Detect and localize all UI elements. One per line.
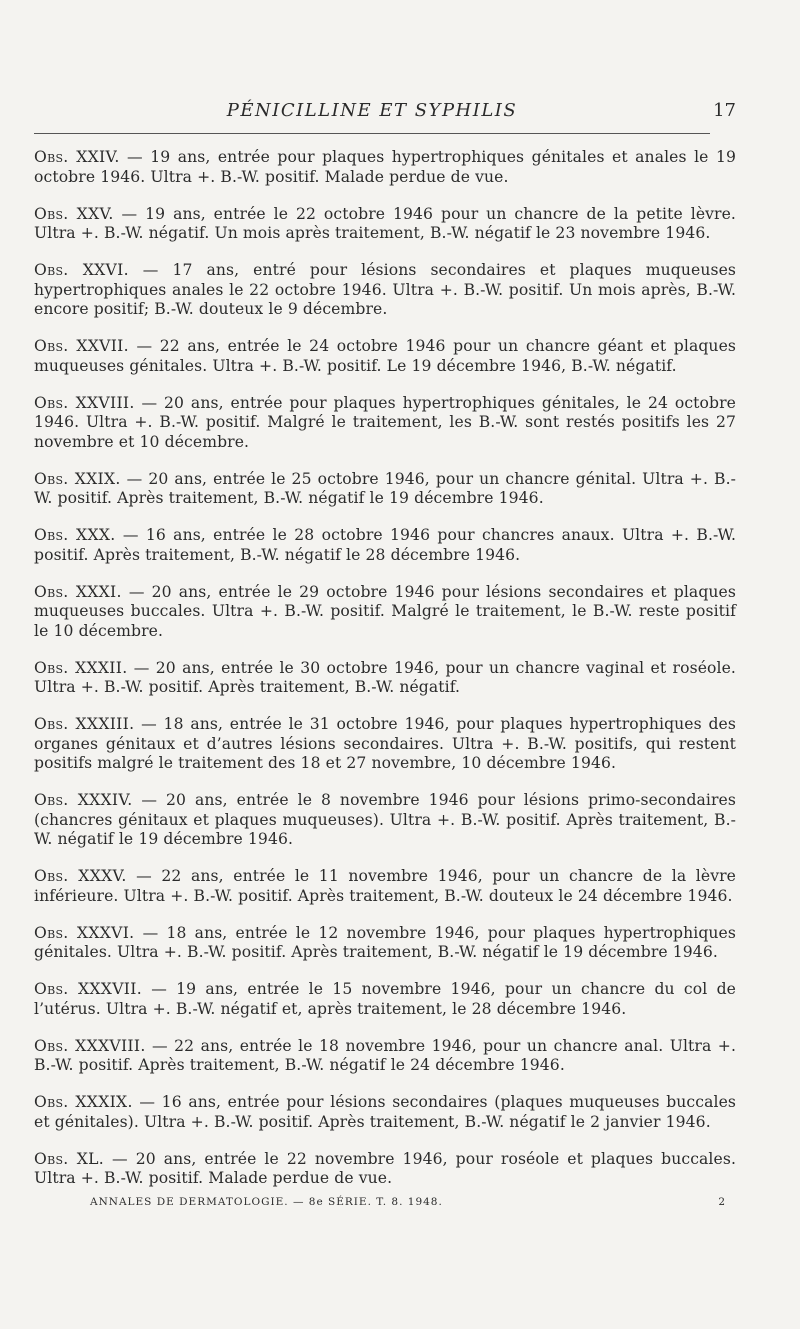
page-header xyxy=(34,100,736,126)
observation-paragraph xyxy=(34,980,736,1019)
observation-label: Obs. XXVII. xyxy=(34,337,129,355)
observation-paragraph xyxy=(34,659,736,698)
observation-text: — 22 ans, entrée le 24 octobre 1946 pour un chancre géant et plaques muqueuses génitales. Ultra +. B.-W. positif. Le 19 décembre 1946, B.-W. négatif. xyxy=(34,337,737,375)
observation-paragraph xyxy=(34,791,736,850)
observation-paragraph xyxy=(34,1093,736,1132)
observation-text: — 20 ans, entrée le 25 octobre 1946, pour un chancre génital. Ultra +. B.-W. positif. Après traitement, B.-W. négatif le 19 décembre 1946. xyxy=(34,469,737,507)
observation-text: — 19 ans, entrée le 22 octobre 1946 pour un chancre de la petite lèvre. Ultra +. B.-W. négatif. Un mois après traitement, B.-W. négatif le 23 novembre 1946. xyxy=(34,204,736,242)
observation-text: — 20 ans, entrée le 8 novembre 1946 pour lésions primo-secondaires (chancres génitaux et plaques muqueuses). Ultra +. B.-W. positif. Après traitement, B.-W. négatif le 19 décembre 1946. xyxy=(34,791,736,848)
observation-label: Obs. XXXI. xyxy=(34,582,122,601)
observation-text: — 20 ans, entrée pour plaques hypertrophiques génitales, le 24 octobre 1946. Ultra +. B.-W. positif. Malgré le traitement, les B.-W. sont restés positifs les 27 novembre et 10 décembre. xyxy=(34,393,736,451)
observation-label: Obs. XXXIII. xyxy=(34,715,135,733)
observation-label: Obs. XXXV. xyxy=(34,867,127,885)
observation-label: Obs. XXXVII. xyxy=(34,980,142,998)
observation-label: Obs. XXVIII. xyxy=(34,393,135,412)
observation-paragraph xyxy=(34,470,736,509)
observation-paragraph xyxy=(34,715,736,774)
observation-paragraph xyxy=(34,337,736,376)
observation-label: Obs. XXV. xyxy=(34,204,114,223)
header-rule xyxy=(34,133,710,134)
observation-text: — 20 ans, entrée le 30 octobre 1946, pour un chancre vaginal et roséole. Ultra +. B.-W. positif. Après traitement, B.-W. négatif. xyxy=(34,658,736,696)
observation-paragraph xyxy=(34,1150,736,1189)
observation-text: — 19 ans, entrée pour plaques hypertrophiques génitales et anales le 19 octobre 1946. Ultra +. B.-W. positif. Malade perdue de vue. xyxy=(34,148,736,186)
observation-paragraph xyxy=(34,148,736,187)
observation-paragraph xyxy=(34,924,736,963)
journal-reference: ANNALES DE DERMATOLOGIE. — 8e SÉRIE. T. 8. 1948. xyxy=(90,1196,443,1208)
observations-list xyxy=(34,148,736,1189)
observation-paragraph xyxy=(34,526,736,565)
observation-text: — 20 ans, entrée le 29 octobre 1946 pour lésions secondaires et plaques muqueuses buccales. Ultra +. B.-W. positif. Malgré le traitement, le B.-W. reste positif le 10 décembre. xyxy=(34,582,736,640)
observation-paragraph xyxy=(34,867,736,906)
signature-mark: 2 xyxy=(718,1196,725,1208)
observation-paragraph xyxy=(34,394,736,453)
observation-label: Obs. XXXII. xyxy=(34,658,128,677)
observation-label: Obs. XXXVIII. xyxy=(34,1036,146,1055)
observation-label: Obs. XXIX. xyxy=(34,469,121,488)
observation-text: — 16 ans, entrée pour lésions secondaires (plaques muqueuses buccales et génitales). Ultra +. B.-W. positif. Après traitement, B.-W. négatif le 2 janvier 1946. xyxy=(34,1093,737,1131)
observation-label: Obs. XXX. xyxy=(34,526,116,544)
page-footer xyxy=(90,1196,725,1216)
observation-label: Obs. XXVI. xyxy=(34,261,129,279)
observation-paragraph xyxy=(34,583,736,642)
observation-text: — 22 ans, entrée le 11 novembre 1946, pour un chancre de la lèvre inférieure. Ultra +. B.-W. positif. Après traitement, B.-W. douteux le 24 décembre 1946. xyxy=(34,867,736,905)
running-title: PÉNICILLINE ET SYPHILIS xyxy=(226,100,518,121)
observation-paragraph xyxy=(34,261,736,320)
observation-paragraph xyxy=(34,205,736,244)
observation-text: — 18 ans, entrée le 31 octobre 1946, pour plaques hypertrophiques des organes génitaux et d’autres lésions secondaires. Ultra +. B.-W. positifs, qui restent positifs malgré le traitement des 18 et 27 novembre, 10 décembre 1946. xyxy=(34,715,736,772)
observation-label: Obs. XXXVI. xyxy=(34,923,135,942)
observation-text: — 17 ans, entré pour lésions secondaires et plaques muqueuses hypertrophiques anales le 22 octobre 1946. Ultra +. B.-W. positif. Un mois après, B.-W. encore positif; B.-W. douteux le 9 décembre. xyxy=(34,261,736,318)
observation-text: — 20 ans, entrée le 22 novembre 1946, pour roséole et plaques buccales. Ultra +. B.-W. positif. Malade perdue de vue. xyxy=(34,1149,736,1187)
page-number: 17 xyxy=(713,100,736,121)
observation-text: — 16 ans, entrée le 28 octobre 1946 pour chancres anaux. Ultra +. B.-W. positif. Après traitement, B.-W. négatif le 28 décembre 1946. xyxy=(34,526,736,564)
observation-label: Obs. XL. xyxy=(34,1149,105,1168)
observation-text: — 18 ans, entrée le 12 novembre 1946, pour plaques hypertrophiques génitales. Ultra +. B.-W. positif. Après traitement, B.-W. négatif le 19 décembre 1946. xyxy=(34,923,736,961)
observation-paragraph xyxy=(34,1037,736,1076)
observation-text: — 22 ans, entrée le 18 novembre 1946, pour un chancre anal. Ultra +. B.-W. positif. Après traitement, B.-W. négatif le 24 décembre 1946. xyxy=(34,1036,737,1074)
observation-label: Obs. XXXIV. xyxy=(34,791,133,809)
observation-label: Obs. XXXIX. xyxy=(34,1093,133,1111)
observation-label: Obs. XXIV. xyxy=(34,148,120,166)
observation-text: — 19 ans, entrée le 15 novembre 1946, pour un chancre du col de l’utérus. Ultra +. B.-W. négatif et, après traitement, le 28 décembre 1946. xyxy=(34,980,736,1018)
